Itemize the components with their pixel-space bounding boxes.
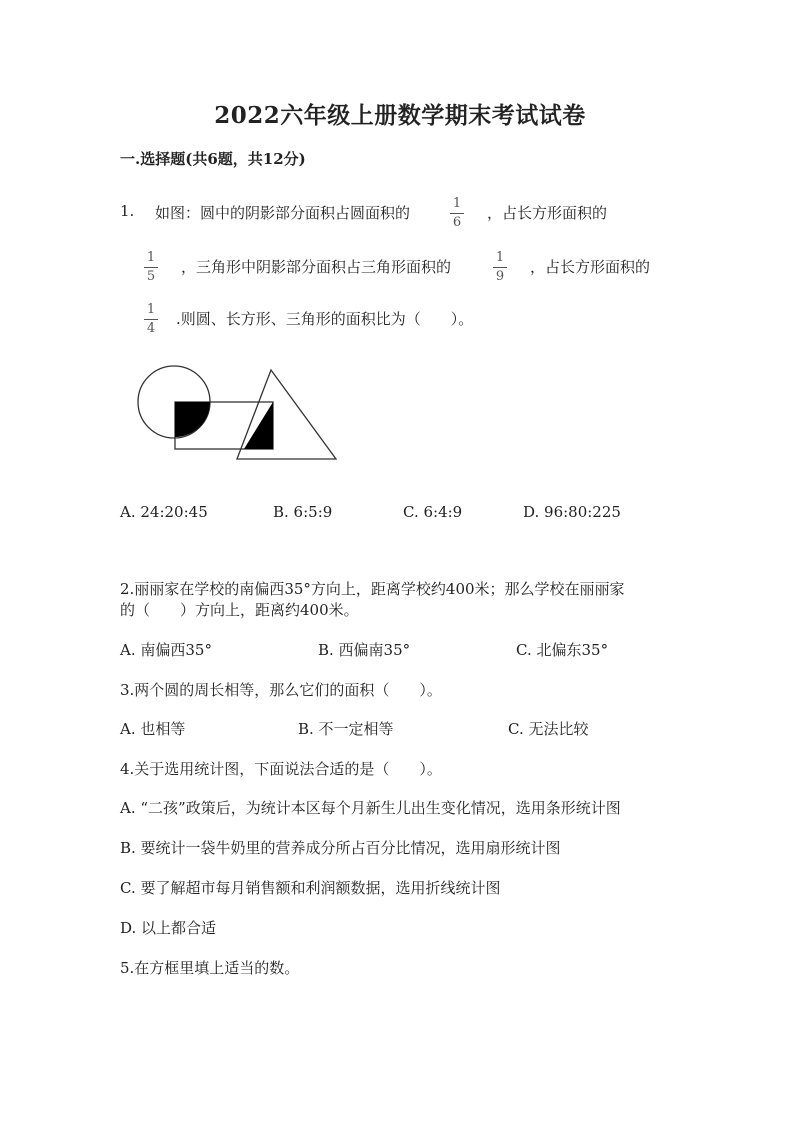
q1-option-b: B. 6:5:9 (273, 503, 333, 521)
fraction-denominator: 9 (495, 269, 505, 284)
fraction-denominator: 4 (146, 321, 156, 336)
q4-option-b: B. 要统计一袋牛奶里的营养成分所占百分比情况，选用扇形统计图 (120, 839, 561, 857)
fraction-denominator: 6 (452, 215, 462, 230)
fraction-bar (450, 213, 464, 214)
q3-option-c: C. 无法比较 (508, 720, 589, 738)
q3-option-a: A. 也相等 (120, 720, 186, 738)
q1-fraction-4 (142, 302, 160, 337)
q1-option-a: A. 24:20:45 (120, 503, 208, 521)
q4-line1: 4.关于选用统计图，下面说法合适的是（ ）。 (120, 760, 442, 778)
q2-line1: 2.丽丽家在学校的南偏西35°方向上，距离学校约400米；那么学校在丽丽家 (120, 580, 625, 598)
q5-line1: 5.在方框里填上适当的数。 (120, 959, 300, 977)
page-title: 2022六年级上册数学期末考试试卷 (214, 102, 586, 129)
fraction-numerator: 1 (146, 250, 156, 265)
q2-line2: 的（ ）方向上，距离约400米。 (120, 601, 359, 619)
fraction-denominator: 5 (146, 269, 156, 284)
q2-option-a: A. 南偏西35° (120, 641, 212, 659)
q4-option-a: A. “二孩”政策后，为统计本区每个月新生儿出生变化情况，选用条形统计图 (120, 799, 621, 817)
q1-option-c: C. 6:4:9 (403, 503, 463, 521)
q1-fraction-3 (491, 250, 509, 285)
q2-option-b: B. 西偏南35° (318, 641, 411, 659)
fraction-bar (144, 319, 158, 320)
q1-line1-text: 如图：圆中的阴影部分面积占圆面积的 (155, 204, 411, 222)
q1-fraction-2 (142, 250, 160, 285)
triangle-shaded-region (244, 402, 273, 449)
q3-line1: 3.两个圆的周长相等，那么它们的面积（ ）。 (120, 681, 442, 699)
fraction-numerator: 1 (146, 302, 156, 317)
q1-line2-text: ，三角形中阴影部分面积占三角形面积的 (181, 258, 452, 276)
q1-number: 1. (120, 202, 135, 220)
q1-line3-text: .则圆、长方形、三角形的面积比为（ ）。 (176, 310, 474, 328)
fraction-numerator: 1 (495, 250, 505, 265)
q1-option-d: D. 96:80:225 (523, 503, 621, 521)
q1-line1-after: ，占长方形面积的 (487, 204, 608, 222)
q1-geometry-figure (135, 365, 345, 465)
fraction-bar (144, 267, 158, 268)
q1-line2-after: ，占长方形面积的 (530, 258, 651, 276)
q4-option-c: C. 要了解超市每月销售额和利润额数据，选用折线统计图 (120, 879, 501, 897)
q2-option-c: C. 北偏东35° (516, 641, 609, 659)
fraction-numerator: 1 (452, 196, 462, 211)
q4-option-d: D. 以上都合适 (120, 919, 217, 937)
circle-shaded-quarter (175, 402, 210, 437)
fraction-bar (493, 267, 507, 268)
q1-fraction-1 (448, 196, 466, 231)
q3-option-b: B. 不一定相等 (298, 720, 394, 738)
section-heading: 一.选择题(共6题，共12分) (120, 150, 306, 168)
